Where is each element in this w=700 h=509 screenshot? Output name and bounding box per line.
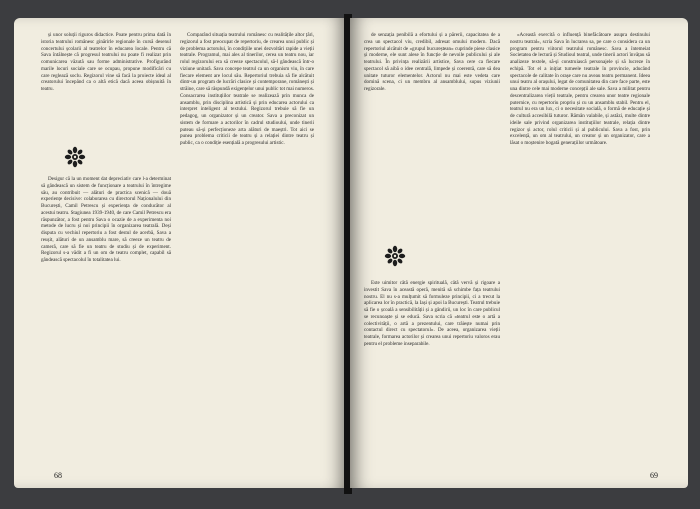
paragraph: Comparând situația teatrului românesc cu realitățile altor țări, regizorul a fost preocupat de repertoriu, de crearea unui public și de problema actorului, în condițiile unei dezvoltări rapide a vieții teatrale. Programul, mai ales al tinerilor, cerea un teatru nou, iar rolul regizorului era să creeze spectacolul, să-l gândească într-o viziune unitară. Sava concepe teatrul ca un organism viu, în care fiecare element are locul său. Repertoriul trebuia să fie alcătuit dintr-un program de lucrări clasice și contemporane, românești și străine, care să răspundă exigențelor unui public tot mai numeros. Consacrarea instituțiilor teatrale se realizează prin munca de ansamblu, prin disciplina artistică și prin educarea actorului ca interpret inteligent al textului. Regizorul trebuie să fie un pedagog, un organizator și un creator. Sava a preconizat un sistem de formare a actorilor în cadrul studioului, unde tinerii puteau să-și perfecționeze arta alături de maeștri. Tot aici se punea problema criticii de teatru și a relației dintre teatru și public, ca o condiție esențială a progresului artistic. (180, 32, 314, 146)
flower-ornament-icon (384, 245, 406, 267)
left-col1-top (41, 32, 171, 140)
right-col2 (510, 32, 650, 456)
paragraph: Este uimitor câtă energie spirituală, câtă vervă și rigoare a investit Sava în această operă, menită să schimbe fața teatrului nostru. El nu s-a mulțumit să formuleze principii, ci a trecut la aplicarea lor în practică, la Iași și apoi la București. Teatrul trebuie să fie o școală a sensibilității și a gândirii, un loc în care publicul se recunoaște și se educă. Sava scria că «teatrul este o artă a colectivității, o artă a prezentului, care trăiește numai prin contactul direct cu spectatorul». De aceea, organizarea vieții teatrale, formarea actorilor și crearea unui repertoriu valoros erau pentru el probleme inseparabile. (364, 280, 500, 347)
right-page (350, 18, 688, 488)
left-col2 (180, 32, 314, 456)
right-col1-bottom (364, 280, 500, 456)
paragraph: «Această exercită o influență binefăcătoare asupra destinului nostru teatral», scria Sava în lucrarea sa, pe care o considera ca un program pentru viitorul teatrului românesc. Sava a întemeiat Societatea de lectură și Studioul teatral, unde tinerii actori învățau să analizeze textele, să-și construiască personajele și să lucreze în echipă. Tot el a inițiat turneele teatrale în provincie, aducând spectacole de calitate în orașe care nu aveau teatru permanent. Ideea unui teatru al orașului, legat de comunitatea din care face parte, este una dintre cele mai moderne concepții ale sale. Sava a militat pentru descentralizarea vieții teatrale, pentru crearea unor teatre regionale puternice, cu repertoriu propriu și cu un ansamblu stabil. Pentru el, teatrul nu era un lux, ci o necesitate socială, o formă de educație și de cultură accesibilă tuturor. Rămân valabile, și astăzi, multe dintre ideile sale privind organizarea instituțiilor teatrale, relația dintre regizor și actor, rolul criticii și al publicului. Sava a fost, prin excelență, un om al teatrului, un creator și un organizator, care a lăsat o moștenire bogată generațiilor următoare. (510, 32, 650, 146)
flower-ornament-icon (64, 146, 86, 168)
paragraph: de senzația penibilă a efortului și a părerii, capacitatea de a crea un spectacol viu, credibil, adresat omului modern. Dacă repertoriul alcătuit de «grupul bucureștean» cuprinde piese clasice și moderne, ele sunt alese în funcție de nevoile publicului și ale teatrului. În privința realizării artistice, Sava cere ca fiecare spectacol să aibă o idee centrală, limpede și coerentă, care să dea unitate tuturor elementelor. Actorul nu mai este vedeta care domină scena, ci un membru al ansamblului, supus viziunii regizorale. (364, 32, 500, 92)
left-col1-bottom (41, 176, 171, 456)
page-number-right: 69 (650, 471, 658, 480)
right-col1-top (364, 32, 500, 224)
left-page (14, 18, 346, 488)
page-number-left: 68 (54, 471, 62, 480)
paragraph: Desigur că la un moment dat depreciativ care l-a determinat să gândească un sistem de funcționare a teatrului în întregime său, au contribuit — alături de practica scenică — două experiențe decisive: colaborarea cu directorul Naționalului din București, Camil Petrescu și experiența de conducător al acestui teatru. Stagiunea 1939-1940, de care Camil Petrescu era răspunzător, a fost pentru Sava o ocazie de a experimenta noi metode de lucru și noi principii în organizarea teatrală. Deși disputa cu vechiul repertoriu a fost destul de acerbă, Sava a reușit, alături de un ansamblu mare, să creeze un teatru de cameră, care să fie un teatru de studiu și de experiment. Regizorul s-a vădit a fi un om de teatru complet, capabil să gândească spectacolul în totalitatea lui. (41, 176, 171, 263)
paragraph: și unor soluții riguros didactice. Poate pentru prima dată în istoria teatrului românesc ginărirle regionale în cursă desenul concertului școlarii al teatrelor în educarea locale. Pentru că Sava întâlnește că progresul teatrului nu poate fi realizat prin comunicarea văzută sau forme administrative. Profigurând marile locuri sociale care se ocupau, propune modificări cu care reglează soclu. Regizorul vine să facă la proiecte ideal al creatorului începând ca o altă etică dacă aceea obișnuită în teatru. (41, 32, 171, 92)
